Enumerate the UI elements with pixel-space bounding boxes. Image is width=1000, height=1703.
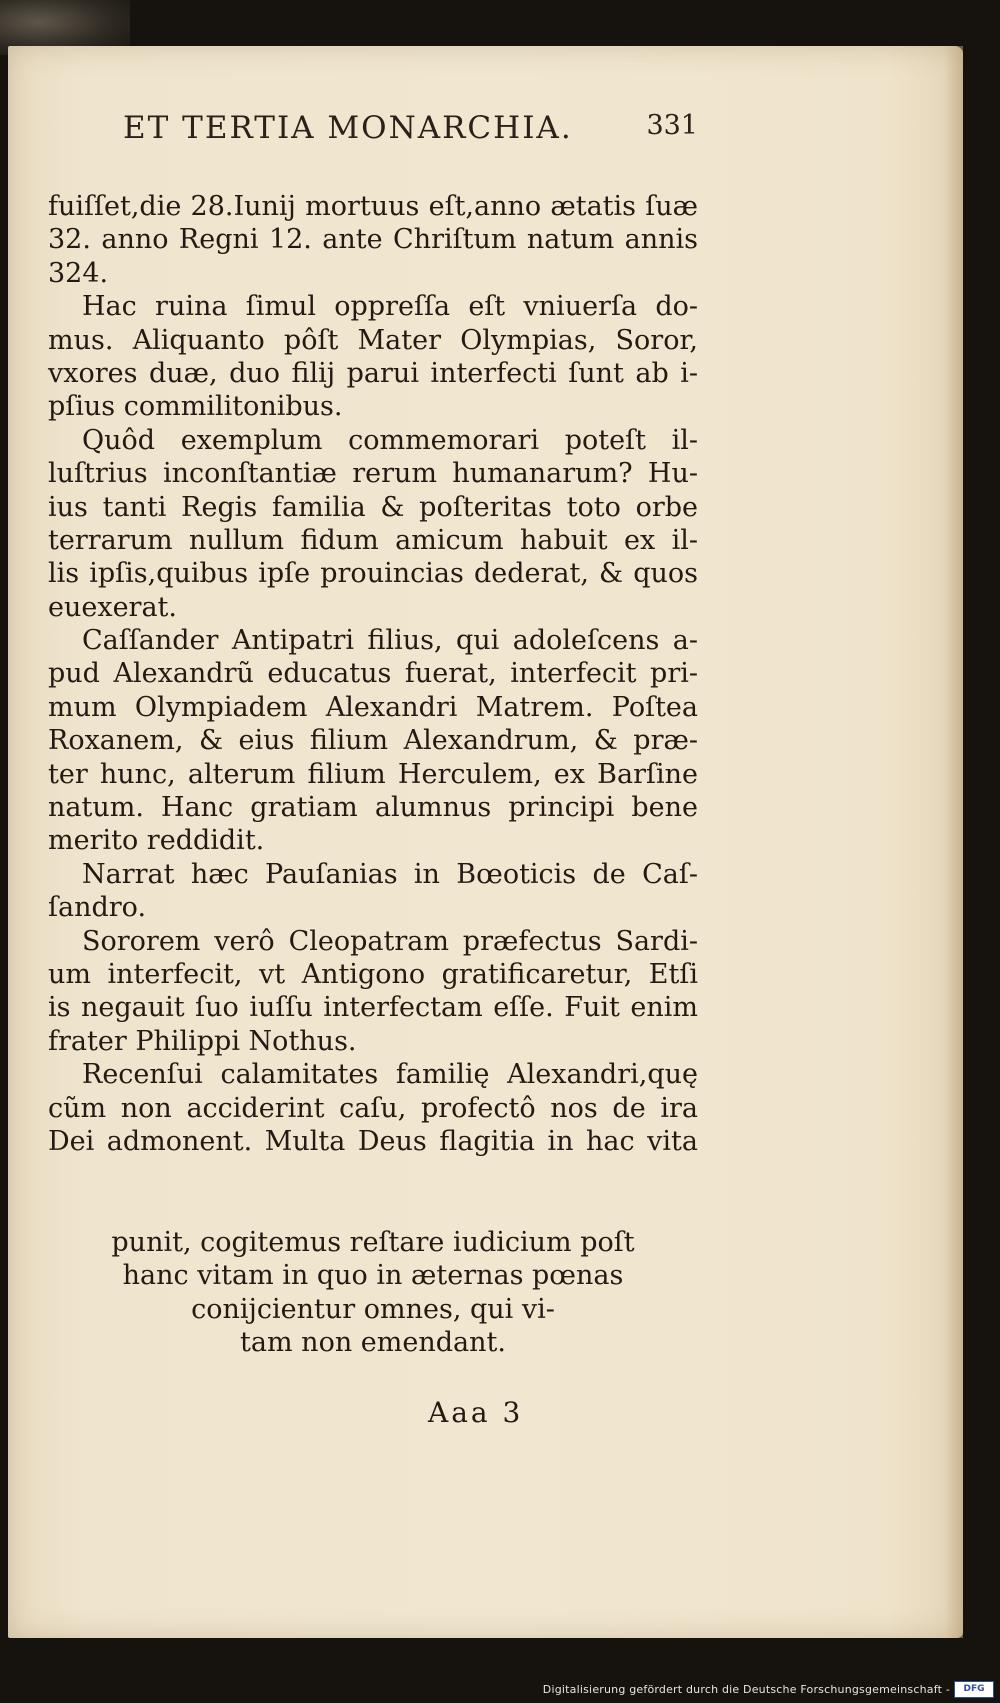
text-line: natum. Hanc gratiam alumnus principi bene [48, 792, 698, 824]
text-line: pſius commilitonibus. [48, 391, 343, 423]
body-text [48, 190, 698, 1158]
text-line: pud Alexandrũ educatus fuerat, interfecit pri- [48, 658, 698, 690]
text-line: fuiſſet,die 28.Iunij mortuus eſt,anno ætatis ſuæ [48, 191, 698, 222]
text-line: ſandro. [48, 892, 147, 924]
digitization-credit: Digitalisierung gefördert durch die Deutsche Forschungsgemeinschaft - [542, 1683, 950, 1696]
text-line: vxores duæ, duo filij parui interfecti ſunt ab i- [48, 357, 698, 389]
signature-mark: Aaa 3 [428, 1396, 524, 1429]
text-line: Hac ruina ſimul oppreſſa eſt vniuerſa do- [82, 291, 698, 323]
dfg-logo: DFG [954, 1681, 994, 1698]
text-line: lis ipſis,quibus ipſe prouincias dederat, & quos [48, 558, 698, 590]
running-title: ET TERTIA MONARCHIA. [123, 110, 573, 146]
text-line: Quôd exemplum commemorari poteſt il- [82, 424, 698, 456]
text-line: cũm non acciderint caſu, profectô nos de ira [48, 1092, 698, 1124]
text-line: Caſſander Antipatri filius, qui adoleſcens a- [82, 625, 698, 657]
text-line: Roxanem, & eius filium Alexandrum, & præ- [48, 725, 698, 757]
text-line: frater Philippi Nothus. [48, 1025, 357, 1057]
text-line: terrarum nullum fidum amicum habuit ex il- [48, 524, 698, 556]
text-line: Sororem verô Cleopatram præfectus Sardi- [82, 925, 698, 957]
text-line: 32. anno Regni 12. ante Chriſtum natum annis [48, 224, 698, 256]
text-line: euexerat. [48, 591, 177, 623]
text-line: hanc vitam in quo in æternas pœnas [122, 1260, 624, 1292]
text-line: merito reddidit. [48, 825, 265, 857]
text-line: luſtrius inconſtantiæ rerum humanarum? Hu- [48, 458, 698, 490]
text-line: ter hunc, alterum filium Herculem, ex Barſine [48, 758, 698, 790]
page-number: 331 [646, 110, 698, 141]
text-line: tam non emendant. [240, 1327, 506, 1359]
text-line: mum Olympiadem Alexandri Matrem. Poſtea [48, 691, 698, 723]
text-line: 324. [48, 257, 109, 289]
text-line: is negauit ſuo iuſſu interfectam eſſe. Fuit enim [48, 992, 698, 1024]
tapered-closing-text [48, 1226, 698, 1360]
page-edge-shading [945, 46, 963, 1638]
text-line: punit, cogitemus reſtare iudicium poſt [111, 1227, 635, 1258]
text-line: conijcientur omnes, qui vi- [191, 1293, 555, 1325]
text-line: Recenſui calamitates familię Alexandri,quę [82, 1059, 698, 1091]
text-line: mus. Aliquanto pôſt Mater Olympias, Soror, [48, 324, 698, 356]
text-line: Dei admonent. Multa Deus flagitia in hac vita [48, 1125, 698, 1157]
book-page [8, 46, 963, 1638]
text-line: um interfecit, vt Antigono gratificaretur, Etſi [48, 958, 698, 990]
running-head [123, 110, 698, 162]
text-line: Narrat hæc Pauſanias in Bœoticis de Caſ- [82, 858, 698, 890]
text-line: ius tanti Regis familia & poſteritas toto orbe [48, 491, 698, 523]
